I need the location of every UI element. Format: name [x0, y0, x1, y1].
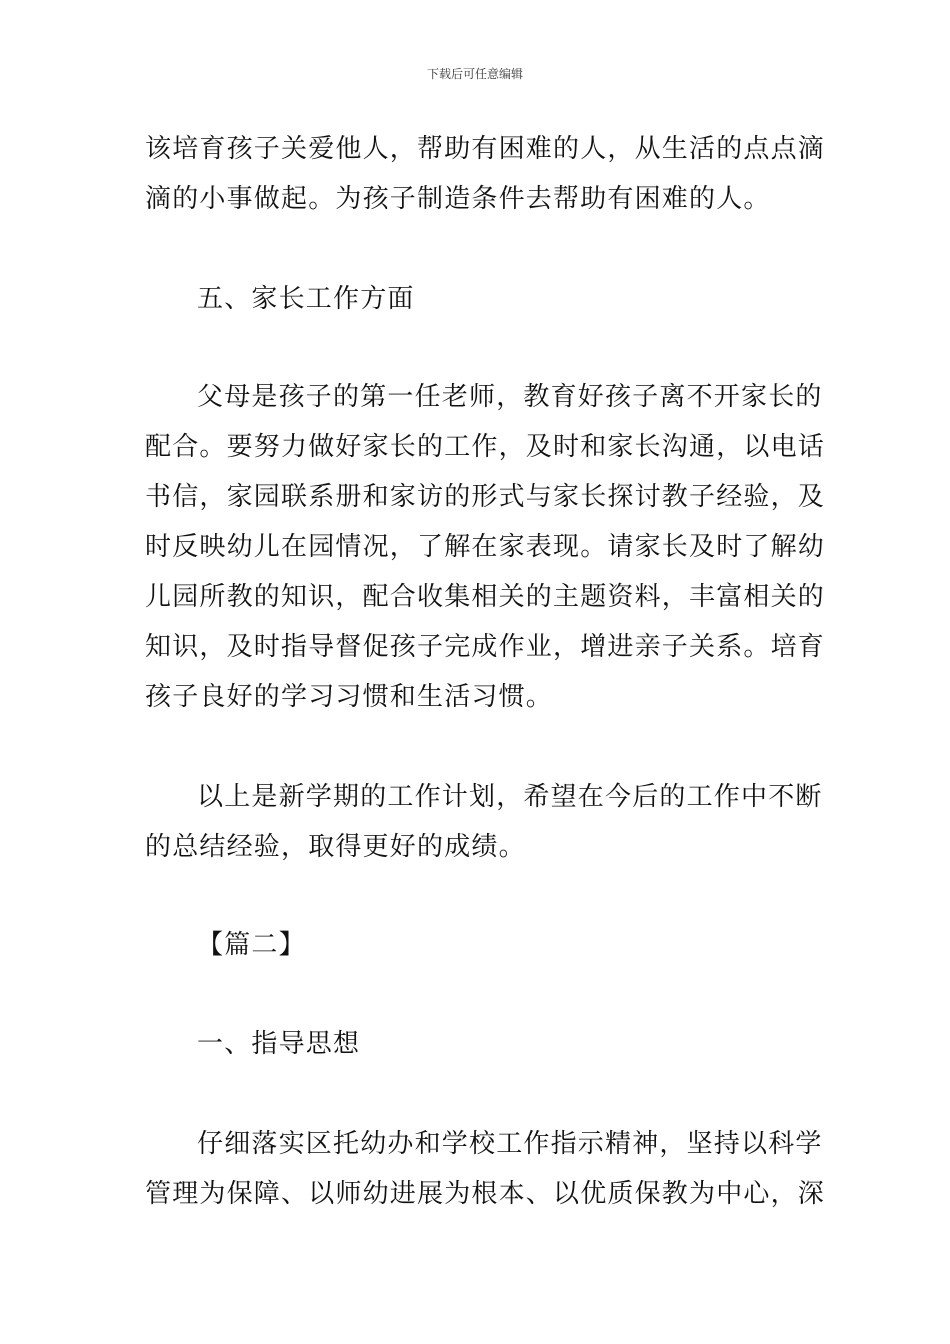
paragraph-4-line-1: 仔细落实区托幼办和学校工作指示精神，坚持以科学 — [197, 1129, 823, 1159]
paragraph-4-line-2: 管理为保障、以师幼进展为根本、以优质保教为中心，深 — [145, 1179, 826, 1209]
paragraph-2-line-7: 孩子良好的学习习惯和生活习惯。 — [145, 682, 554, 712]
paragraph-3-line-1: 以上是新学期的工作计划，希望在今后的工作中不断 — [197, 782, 823, 812]
section-heading-parents-work: 五、家长工作方面 — [197, 284, 415, 314]
page-header: 下载后可任意编辑 — [426, 67, 523, 81]
paragraph-2-line-6: 知识，及时指导督促孩子完成作业，增进亲子关系。培育 — [145, 632, 826, 662]
paragraph-2-line-5: 儿园所教的知识，配合收集相关的主题资料，丰富相关的 — [145, 582, 826, 612]
paragraph-1-line-1: 该培育孩子关爱他人，帮助有困难的人，从生活的点点滴 — [145, 134, 826, 164]
section-heading-part-two: 【篇二】 — [197, 930, 306, 960]
paragraph-2-line-3: 书信，家园联系册和家访的形式与家长探讨教子经验，及 — [145, 482, 826, 512]
paragraph-1-line-2: 滴的小事做起。为孩子制造条件去帮助有困难的人。 — [145, 184, 771, 214]
paragraph-2-line-2: 配合。要努力做好家长的工作，及时和家长沟通，以电话 — [145, 432, 826, 462]
paragraph-2-line-1: 父母是孩子的第一任老师，教育好孩子离不开家长的 — [197, 382, 823, 412]
paragraph-2-line-4: 时反映幼儿在园情况，了解在家表现。请家长及时了解幼 — [145, 532, 826, 562]
paragraph-3-line-2: 的总结经验，取得更好的成绩。 — [145, 832, 526, 862]
section-heading-guiding-ideology: 一、指导思想 — [197, 1029, 361, 1059]
